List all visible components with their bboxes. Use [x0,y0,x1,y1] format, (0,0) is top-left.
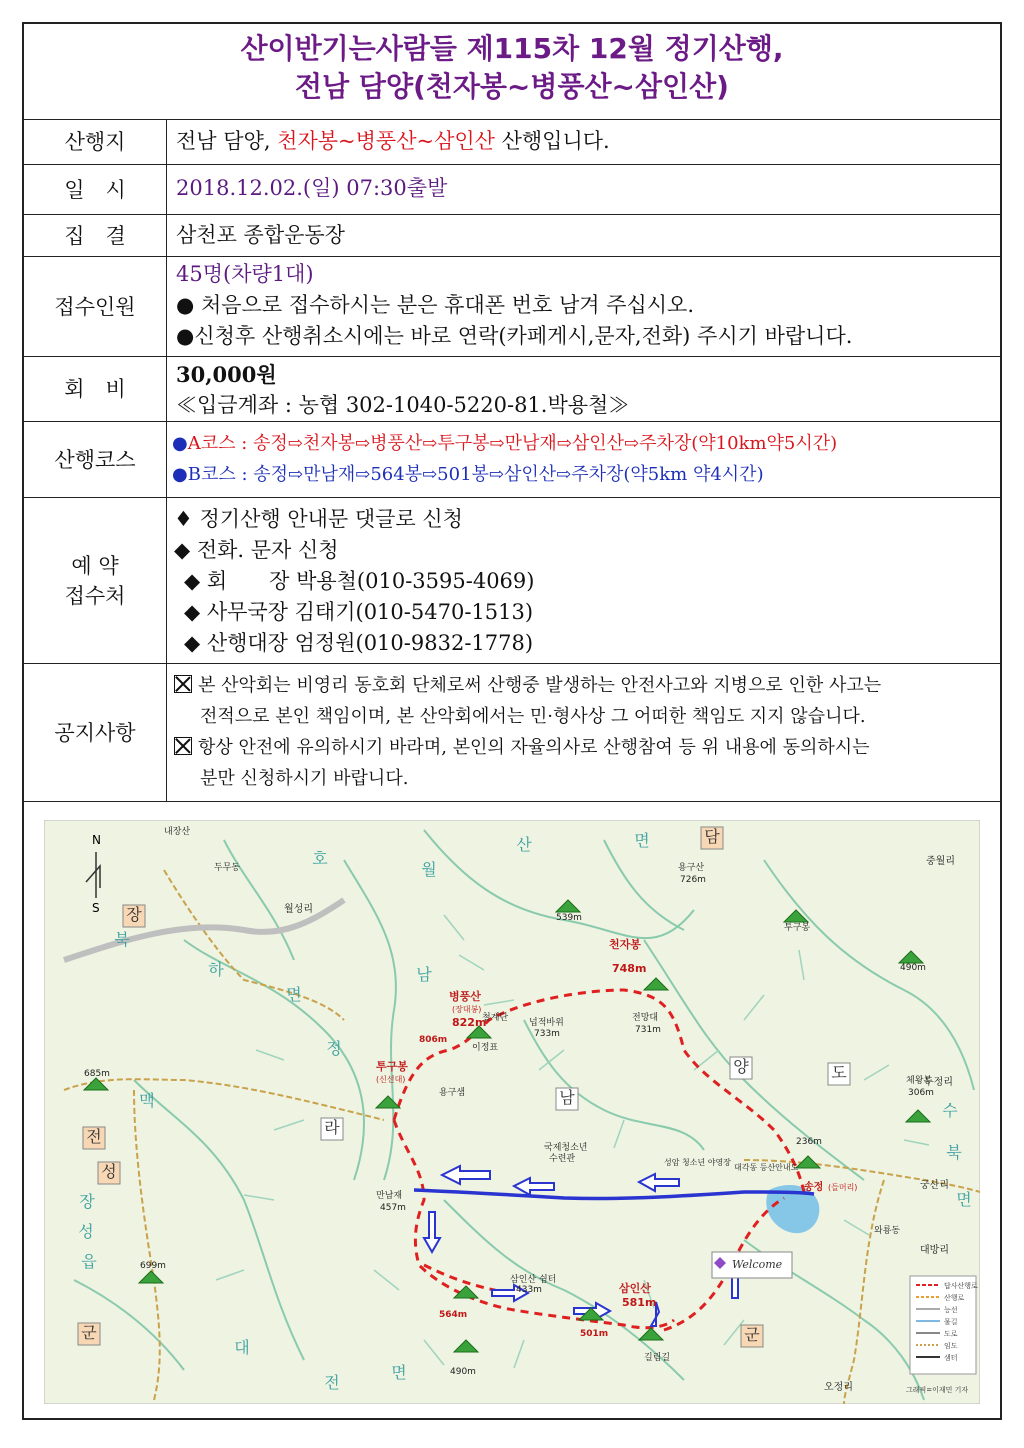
label-reservation-2: 접수처 [64,583,126,608]
value-notice [174,670,992,801]
label-neopjeok: 넙적바위 [529,1018,564,1028]
reservation-line-2: ◆ 전화. 문자 신청 [174,538,339,562]
region-label: 북 [946,1143,962,1162]
region-label: 양 [733,1057,749,1076]
course-a [172,428,992,459]
legend-label: 물길 [944,1318,958,1326]
course-b [172,459,992,490]
label-gukje: 국제청소년 [544,1143,588,1153]
label-daegakdong: 대각동 등산안내도 [734,1163,799,1172]
region-label: 호 [312,849,328,868]
hiking-route-map [44,820,980,1404]
row-reception [24,257,1000,357]
region-label: 월 [421,860,437,879]
value-reservation [174,504,992,663]
region-label: 면 [391,1363,407,1382]
destination-highlight: 천자봉~병풍산~삼인산 [277,129,495,153]
label-reservation-1: 예 약 [71,553,119,578]
row-fee [24,357,1000,422]
reservation-line-3: ◆ 회 장 박용철(010-3595-4069) [184,569,535,593]
reservation-line-4: ◆ 사무국장 김태기(010-5470-1513) [184,600,534,624]
region-label: 도 [831,1063,847,1082]
reservation-line-1: ♦ 정기산행 안내문 댓글로 신청 [174,507,463,531]
label-neopjeok-h: 733m [534,1029,560,1039]
label-yongusan: 용구산 [678,863,705,873]
label-naejangsan: 내장산 [164,827,191,837]
label-tugu: 투구봉 [376,1060,408,1073]
region-label: 하 [208,960,224,979]
map-credit: 그래픽=이재민 기자 [906,1386,969,1394]
label-woljeongri: 월성리 [284,904,313,915]
reception-line-1: ● 처음으로 접수하시는 분은 휴대폰 번호 남겨 주십시오. [176,293,695,317]
region-label: 북 [114,930,130,949]
label-date: 일 시 [24,165,167,214]
row-destination [24,120,1000,165]
label-dumudong: 두무동 [214,863,241,873]
course-b-text: B코스 : 송정⇨만남재⇨564봉⇨501봉⇨삼인산⇨주차장(약5km 약4시간) [187,464,764,485]
label-chonjabong-h: 748m [612,962,647,975]
course-b-bullet: ● [172,464,188,485]
row-date [24,165,1000,215]
title-line-1: 산이반기는사람들 제115차 12월 정기산행, [240,32,784,65]
label-ijeongpyo: 이정표 [472,1043,499,1053]
label-waeryongdong: 와룡동 [874,1226,901,1236]
row-reservation [24,498,1000,664]
legend-label: 도로 [944,1330,958,1338]
document-frame [22,22,1002,1420]
label-saminsan: 삼인산 [619,1282,651,1295]
label-jeonmangdae: 전망대 [632,1013,659,1023]
checkbox-x-icon [174,737,192,755]
course-a-text: A코스 : 송정⇨천자봉⇨병풍산⇨투구봉⇨만남재⇨삼인산⇨주차장(약10km약5시간) [187,433,838,454]
label-cheryong: 체왕봉 [906,1076,933,1086]
row-meeting [24,215,1000,257]
label-yeongyang: 성암 청소년 야영장 [664,1158,731,1167]
label-539: 539m [556,913,582,923]
region-label: 전 [324,1373,340,1392]
label-saminsan-h: 581m [622,1296,657,1309]
region-label: 성 [78,1222,94,1241]
label-course: 산행코스 [24,422,167,497]
label-reservation [24,498,167,663]
map-background [44,820,980,1404]
region-label: 산 [516,835,532,854]
label-notice: 공지사항 [24,664,167,801]
region-label: 수 [942,1101,958,1120]
label-daebangri: 대방리 [920,1245,949,1256]
value-course [172,428,992,497]
label-byungpung: 병풍산 [449,990,481,1003]
label-reception: 접수인원 [24,257,167,356]
checkbox-x-icon [174,675,192,693]
region-label: 정 [326,1039,342,1058]
region-label: 전 [86,1127,102,1146]
label-dujeongri: 두정리 [924,1077,953,1088]
notice-p1b: 전적으로 본인 책임이며, 본 산악회에서는 민·형사상 그 어떠한 책임도 지지 않습니다. [200,706,866,727]
region-label: 맥 [139,1091,155,1110]
label-mannamjae: 만남재 [376,1191,403,1201]
region-label: 장 [126,905,142,924]
region-label: 라 [324,1118,340,1137]
label-chonjabong: 천자봉 [609,938,641,951]
label-tugu-ne: 투구봉 [784,923,811,933]
label-501: 501m [580,1329,609,1339]
notice-p1a [174,670,992,701]
course-a-bullet: ● [172,433,188,454]
notice-p2a [174,732,992,763]
label-ojeongri: 오정리 [824,1382,853,1393]
legend-label: 산행로 [944,1294,965,1302]
value-date: 2018.12.02.(일) 07:30출발 [176,176,448,200]
label-yongguseam: 용구샘 [439,1088,466,1098]
value-destination [176,126,992,164]
row-course [24,422,1000,498]
region-label: 군 [744,1325,760,1344]
region-label: 면 [286,985,302,1004]
label-songjeong: 송정 [804,1182,824,1193]
region-label: 남 [416,965,432,984]
legend-label: 답사산행로 [944,1282,978,1290]
compass-north: N [92,833,101,847]
legend-label: 임도 [944,1342,958,1350]
value-fee [176,359,992,421]
welcome-sign [712,1252,792,1278]
region-label: 담 [704,827,720,846]
reception-count: 45명(차량1대) [176,262,314,286]
row-notice [24,664,1000,802]
label-byungpung-sub: (장대봉) [452,1005,482,1014]
legend-label: 샘터 [944,1354,958,1362]
region-label: 대 [234,1338,250,1357]
label-490-south: 490m [450,1367,476,1377]
page-title [24,24,1000,120]
label-saminsan-teo-h: 433m [516,1285,542,1295]
region-label: 장 [79,1192,95,1211]
label-gukje-2: 수련관 [549,1154,576,1164]
label-gilgiljip: 길림길 [644,1353,671,1363]
label-saminsan-teo: 삼인산 쉼터 [510,1275,557,1285]
region-label: 읍 [81,1252,97,1271]
label-songjeong-sub: (들머리) [828,1183,858,1192]
label-yongusan-h: 726m [680,875,706,885]
label-jungwolri: 중월리 [926,856,955,867]
label-564: 564m [439,1310,468,1320]
welcome-text: Welcome [732,1258,783,1271]
label-699: 699m [140,1261,166,1271]
fee-amount: 30,000원 [176,362,277,387]
notice-p2a-text: 항상 안전에 유의하시기 바라며, 본인의 자율의사로 산행참여 등 위 내용에 동의하시는 [198,737,870,758]
title-line-2: 전남 담양(천자봉~병풍산~삼인산) [295,70,729,103]
reception-line-2: ●신청후 산행취소시에는 바로 연락(카페게시,문자,전화) 주시기 바랍니다. [176,324,853,348]
label-fee: 회 비 [24,357,167,421]
region-label: 면 [956,1190,972,1209]
fee-account: ≪입금계좌 : 농협 302-1040-5220-81.박용철≫ [176,393,630,417]
value-meeting: 삼천포 종합운동장 [176,223,345,247]
value-reception [176,259,992,356]
label-cheolgyedan: 철계단 [482,1013,509,1023]
label-byungpung-h: 822m [452,1016,487,1029]
label-cheryong-h: 306m [908,1088,934,1098]
notice-p1a-text: 본 산악회는 비영리 동호회 단체로써 산행중 발생하는 안전사고와 지병으로 인한 사고는 [198,675,882,696]
legend-label: 능선 [944,1306,958,1314]
label-jeonmangdae-h: 731m [635,1025,661,1035]
compass-south: S [92,901,100,915]
label-mannamjae-h: 457m [380,1203,406,1213]
label-490-east: 490m [900,963,926,973]
label-806: 806m [419,1035,448,1045]
region-label: 군 [81,1323,97,1342]
region-label: 남 [559,1088,575,1107]
label-236: 236m [796,1137,822,1147]
label-tugu-sub: (신선대) [376,1075,406,1084]
map-legend [910,1276,978,1374]
label-gungsanri: 궁산리 [920,1180,949,1191]
region-label: 면 [634,831,650,850]
label-685: 685m [84,1069,110,1079]
destination-suffix: 산행입니다. [494,129,610,153]
destination-prefix: 전남 담양, [176,129,278,153]
label-meeting: 집 결 [24,215,167,256]
region-label: 성 [101,1162,117,1181]
label-destination: 산행지 [24,120,167,164]
notice-p2b: 분만 신청하시기 바랍니다. [200,768,409,789]
reservation-line-5: ◆ 산행대장 엄정원(010-9832-1778) [184,631,534,655]
